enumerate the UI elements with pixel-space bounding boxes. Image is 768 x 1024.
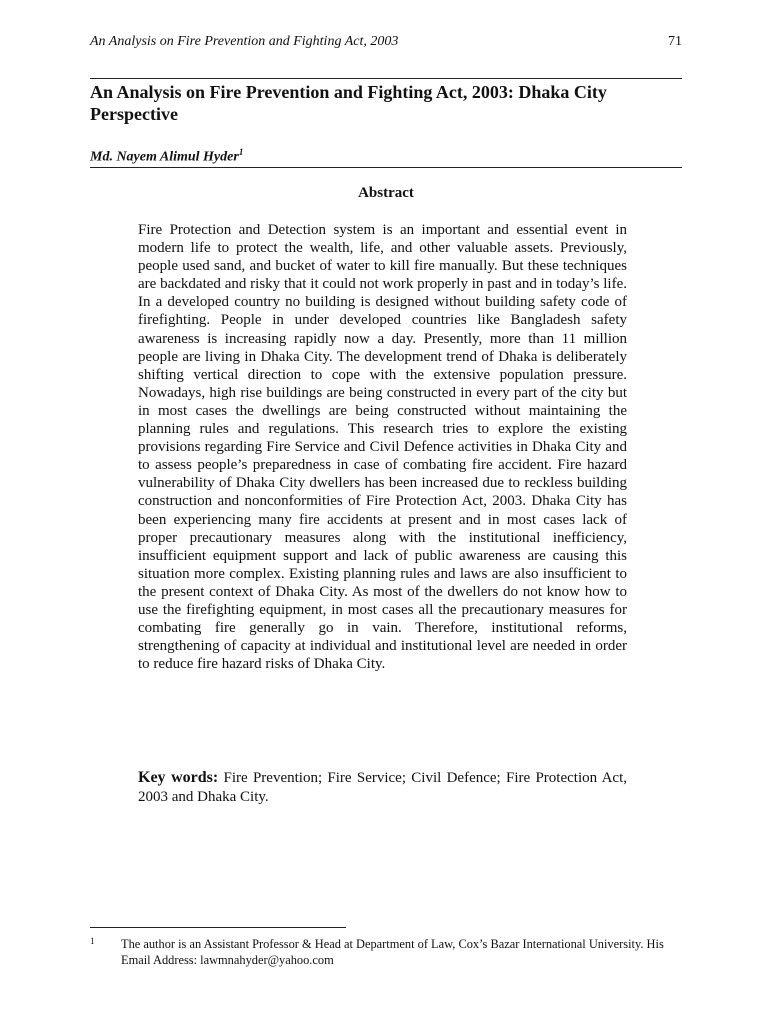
abstract-text: Fire Protection and Detection system is an important and essential event in modern life to protect the wealth, life, and other valuable assets. Previously, people used sand, and bucket of water to kill fire manually. But these techniques are backdated and risky that it could not work properly in past and in today’s life. In a developed country no building is designed without building safety code of firefighting. People in under developed countries like Bangladesh safety awareness is increasing rapidly now a day. Presently, more than 11 million people are living in Dhaka City. The development trend of Dhaka is deliberately shifting vertical direction to cope with the extensive population pressure. Nowadays, high rise buildings are being constructed in every part of the city but in most cases the dwellings are being constructed without maintaining the planning rules and regulations. This research tries to explore the existing provisions regarding Fire Service and Civil Defence activities in Dhaka City and to assess people’s preparedness in case of combating fire accident. Fire hazard vulnerability of Dhaka City dwellers has been increased due to reckless building construction and nonconformities of Fire Protection Act, 2003. Dhaka City has been experiencing many fire accidents at present and in most cases lack of proper precautionary measures along with the institutional inefficiency, insufficient equipment support and lack of public awareness are causing this situation more complex. Existing planning rules and laws are also insufficient to the present context of Dhaka City. As most of the dwellers do not know how to use the firefighting equipment, in most cases all the precautionary measures for combating fire generally go in vain. Therefore, institutional reforms, strengthening of capacity at individual and institutional level are needed in order to reduce fire hazard risks of Dhaka City. [138,222,627,673]
author-line [90,147,243,166]
article-title: An Analysis on Fire Prevention and Fighting Act, 2003: Dhaka City Perspective [90,82,607,124]
abstract-heading: Abstract [358,185,414,201]
header-divider [90,78,682,79]
footnote-divider [90,927,346,928]
footnote-text: The author is an Assistant Professor & Head at Department of Law, Cox’s Bazar International University. His Email Address: lawmnahyder@yahoo.com [121,937,664,967]
keywords-label: Key words: [138,769,219,786]
running-header-title: An Analysis on Fire Prevention and Fighting Act, 2003 [90,34,399,49]
page-number: 71 [668,34,682,49]
keywords [138,768,627,807]
running-header [90,34,682,50]
author-footnote-mark: 1 [238,147,244,157]
author-divider [90,167,682,168]
keywords-text: Fire Prevention; Fire Service; Civil Defence; Fire Protection Act, 2003 and Dhaka City. [138,770,627,805]
footnote-marker: 1 [90,936,95,946]
author-name: Md. Nayem Alimul Hyder [90,149,239,165]
